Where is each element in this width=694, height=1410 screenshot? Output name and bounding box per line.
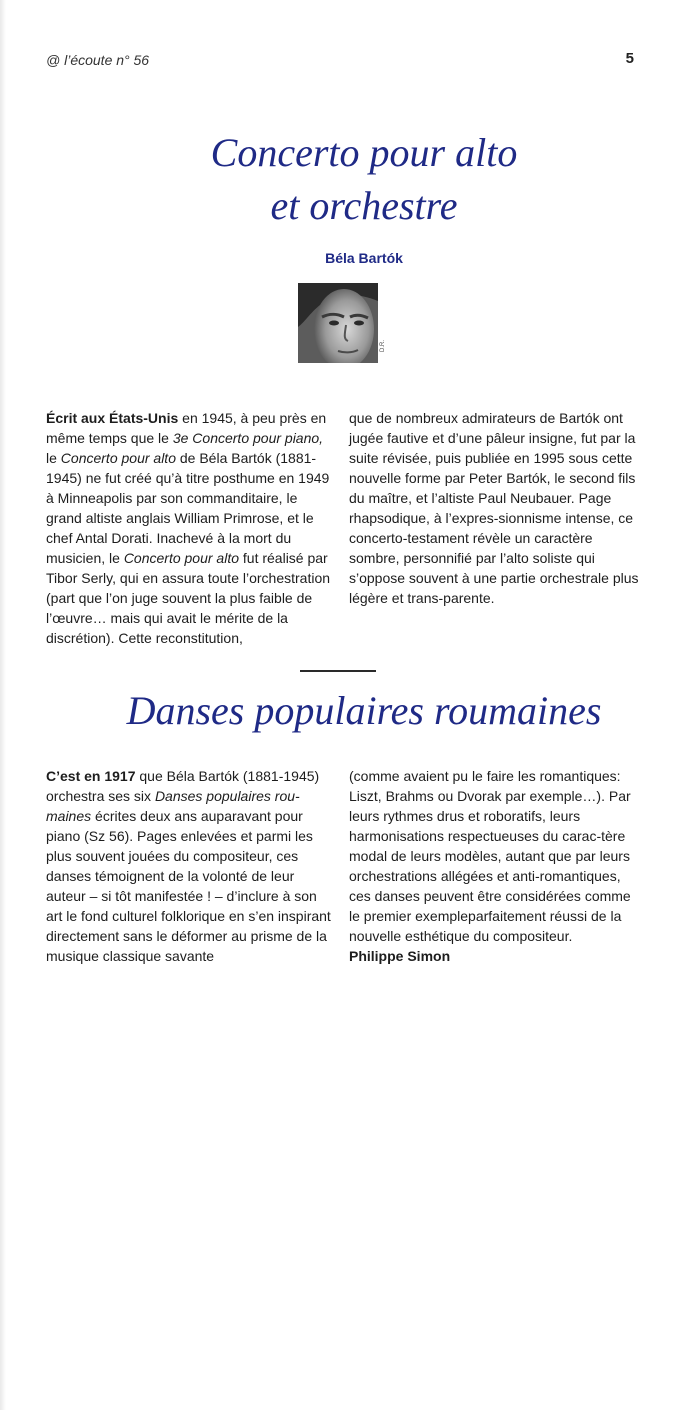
body-text: en 1945, à peu près en même temps que le bbox=[46, 410, 327, 446]
section-divider bbox=[300, 670, 376, 672]
title-line-1: Concerto pour alto bbox=[210, 130, 518, 175]
section-title-concerto bbox=[0, 126, 694, 232]
body-text: de Béla Bartók (1881-1945) ne fut créé qu’à titre posthume en 1949 à Minneapolis par son commanditaire, le grand altiste anglais William Primrose, et le chef Antal Dorati. Inachevé à la mort du musicien, le bbox=[46, 450, 330, 566]
work-title: Concerto pour alto bbox=[123, 550, 239, 566]
page-number: 5 bbox=[625, 50, 634, 67]
composer-portrait bbox=[298, 283, 378, 363]
work-title: Danses populaires rou-maines bbox=[46, 788, 300, 824]
body-text: (comme avaient pu le faire les romantiques: Liszt, Brahms ou Dvorak par exemple…). Par leurs rythmes drus et roboratifs, leurs harmonisations respectueuses du carac-tère modal de leurs modèles, autant que par leurs orchestrations allégées et anti-romantiques, ces danses peuvent être considérées comme le premier exempleparfaitement réussi de la nouvelle esthétique du compositeur. bbox=[349, 768, 631, 944]
work-title: Concerto pour alto bbox=[60, 450, 176, 466]
work-title: 3e Concerto pour piano, bbox=[172, 430, 324, 446]
article-column-3 bbox=[46, 766, 336, 966]
title-line-2: et orchestre bbox=[270, 183, 458, 228]
body-text: le bbox=[46, 450, 61, 466]
body-text: que Béla Bartók (1881-1945) orchestra ses six bbox=[46, 768, 320, 804]
article-column-4 bbox=[349, 766, 644, 966]
section-title-danses: Danses populaires roumaines bbox=[126, 688, 602, 733]
photo-credit: D.R. bbox=[380, 340, 386, 352]
lead-in: C’est en 1917 bbox=[46, 768, 136, 784]
body-text: écrites deux ans auparavant pour piano (Sz 56). Pages enlevées et parmi les plus souvent jouées du compositeur, ces danses témoignent de la volonté de leur auteur – si tôt manifestée ! – d’inclure à son art le fond culturel folklorique en s’en inspirant directement sans le déformer au prisme de la musique classique savante bbox=[46, 808, 331, 964]
publication-header: @ l’écoute n° 56 bbox=[46, 52, 150, 68]
composer-name: Béla Bartók bbox=[325, 250, 403, 266]
body-text: fut réalisé par Tibor Serly, qui en assura toute l’orchestration (part que l’on juge souvent la plus faible de l’œuvre… mais qui avait le mérite de la discrétion). Cette reconstitution, bbox=[46, 550, 331, 646]
lead-in: Écrit aux États-Unis bbox=[46, 410, 179, 426]
article-column-2 bbox=[349, 408, 639, 608]
author-signature: Philippe Simon bbox=[349, 948, 451, 964]
article-column-1 bbox=[46, 408, 336, 648]
body-text: que de nombreux admirateurs de Bartók ont jugée fautive et d’une pâleur insigne, fut par la suite révisée, puis publiée en 1995 sous cette nouvelle forme par Peter Bartók, le second fils du maître, et l’altiste Paul Neubauer. Page rhapsodique, à l’expres-sionnisme intense, ce concerto-testament révèle un caractère sombre, personnifié par l’alto soliste qui s’oppose souvent à une partie orchestrale plus légère et trans-parente. bbox=[349, 410, 639, 606]
